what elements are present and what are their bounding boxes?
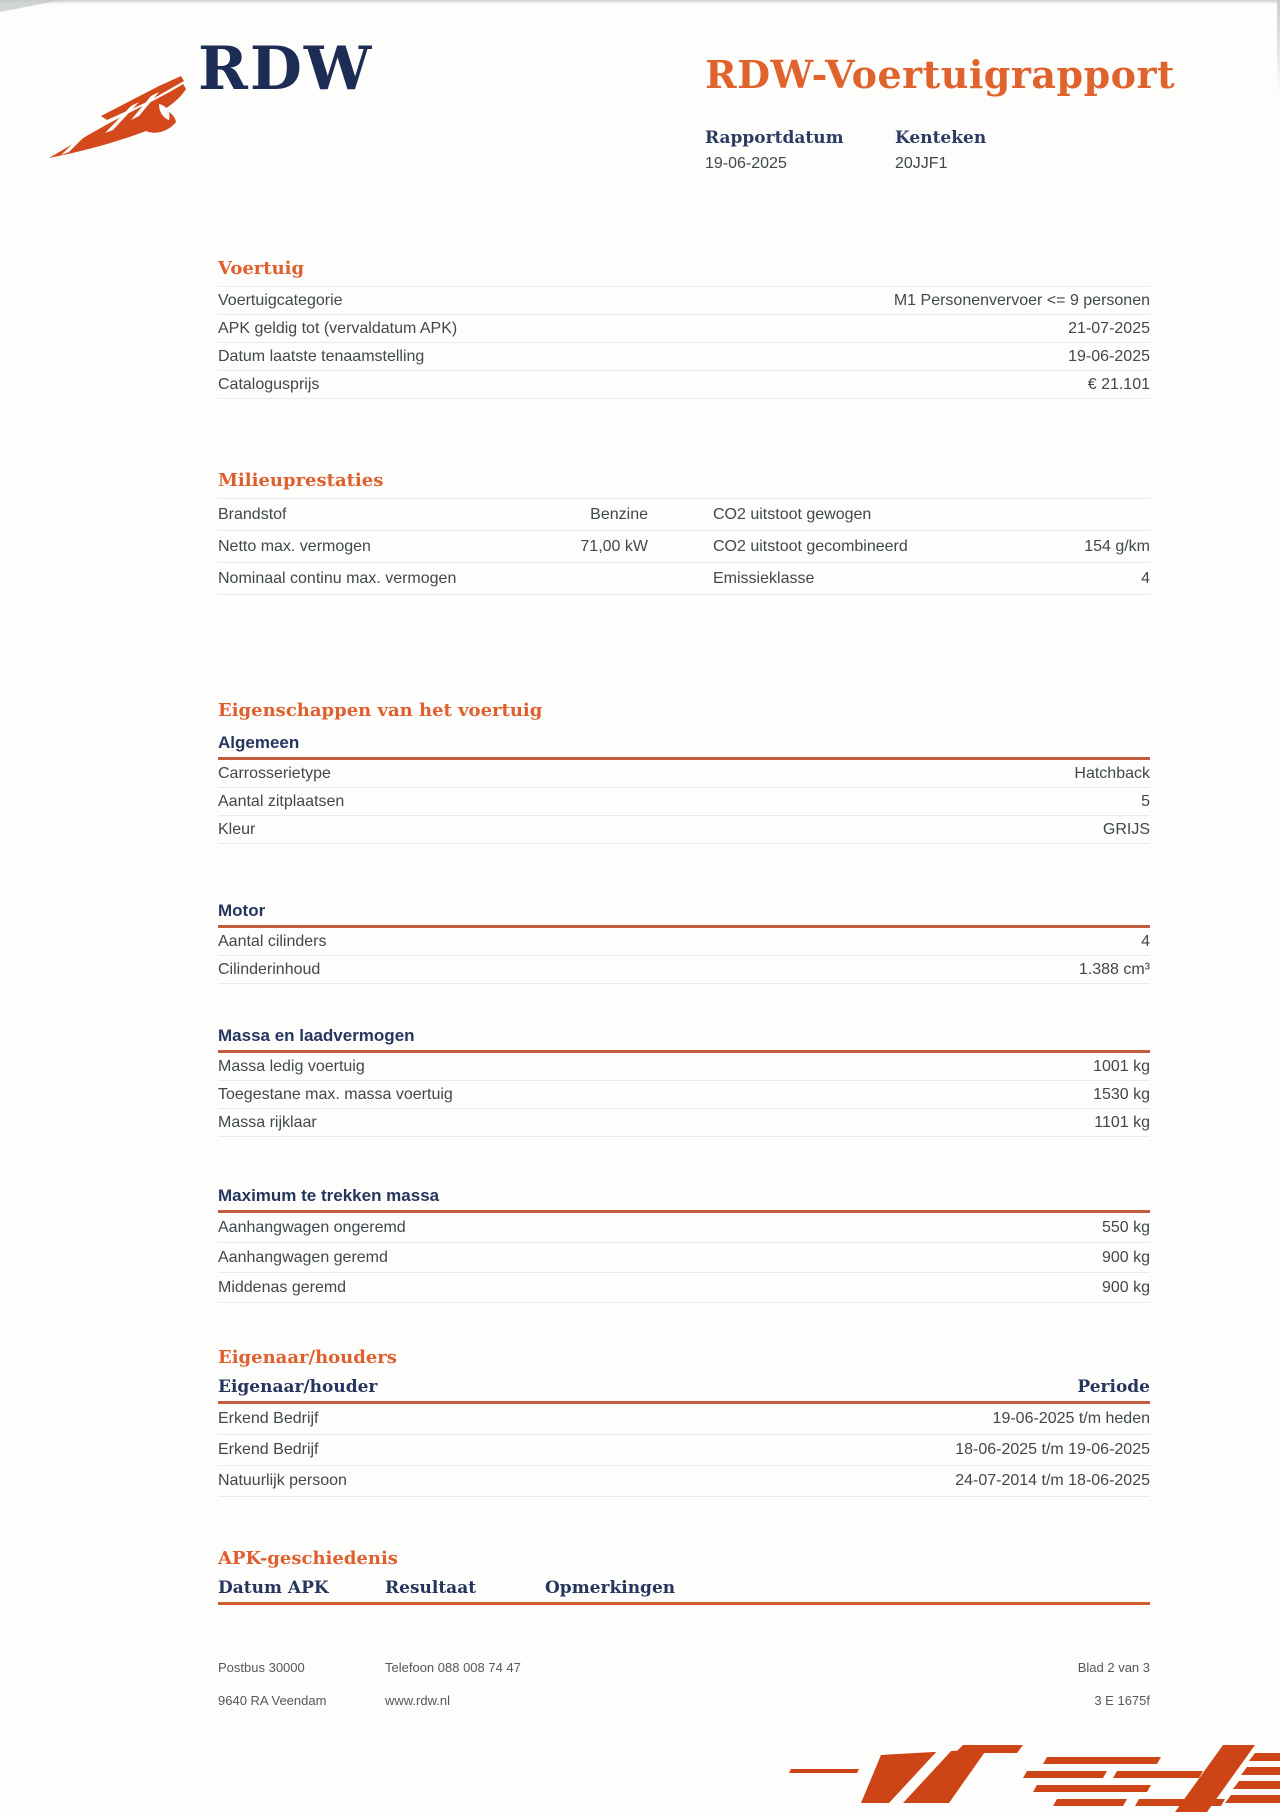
row-label: Netto max. vermogen <box>218 537 371 555</box>
footer-phone: Telefoon 088 008 74 47 <box>385 1660 521 1675</box>
table-row <box>218 1213 1150 1243</box>
row-label: Aanhangwagen geremd <box>218 1248 388 1266</box>
row-value: 19-06-2025 <box>1068 347 1150 365</box>
row-value: 5 <box>1141 792 1150 810</box>
page-title: RDW-Voertuigrapport <box>705 52 1176 97</box>
column-header-period: Periode <box>1077 1377 1150 1397</box>
table-row <box>218 343 1150 371</box>
owner-value: Erkend Bedrijf <box>218 1441 319 1458</box>
row-value: 900 kg <box>1101 1248 1150 1266</box>
photo-corner-artifact <box>0 0 62 12</box>
column-header-datum-apk: Datum APK <box>218 1578 329 1598</box>
rdw-wing-logo-icon <box>46 60 188 162</box>
maximum-table <box>218 1213 1150 1303</box>
row-label: Aantal cilinders <box>218 932 327 950</box>
footer-page-number: Blad 2 van 3 <box>1077 1660 1150 1675</box>
massa-table <box>218 1053 1150 1137</box>
eigenaar-table-header <box>218 1377 1150 1397</box>
row-label: Middenas geremd <box>218 1278 347 1296</box>
kenteken-block <box>895 128 1085 173</box>
row-label: Brandstof <box>218 505 287 523</box>
subsection-title-maximum: Maximum te trekken massa <box>218 1186 440 1205</box>
table-row <box>218 1404 1150 1435</box>
table-row <box>218 371 1150 399</box>
table-row <box>218 1273 1150 1303</box>
table-row <box>218 788 1150 816</box>
row-value: 4 <box>1141 569 1150 587</box>
row-label: APK geldig tot (vervaldatum APK) <box>218 319 458 337</box>
table-row <box>218 760 1150 788</box>
section-title-milieuprestaties: Milieuprestaties <box>218 470 384 491</box>
row-label: Massa ledig voertuig <box>218 1057 365 1075</box>
table-row <box>218 1466 1150 1497</box>
footer-website: www.rdw.nl <box>385 1693 451 1708</box>
row-label: Voertuigcategorie <box>218 291 343 309</box>
table-row <box>218 563 1150 595</box>
row-label: Massa rijklaar <box>218 1113 317 1131</box>
section-milieuprestaties <box>218 470 1150 595</box>
row-value: 1101 kg <box>1094 1113 1150 1131</box>
section-eigenschappen <box>218 700 1150 1303</box>
row-label: Catalogusprijs <box>218 375 320 393</box>
owner-value: Natuurlijk persoon <box>218 1472 347 1489</box>
orange-rule <box>218 1602 1150 1605</box>
section-apk <box>218 1548 1150 1605</box>
row-value: 1001 kg <box>1093 1057 1150 1075</box>
row-label: Cilinderinhoud <box>218 960 321 978</box>
report-date-block <box>705 128 895 173</box>
row-value: GRIJS <box>1102 820 1150 838</box>
period-value: 24-07-2014 t/m 18-06-2025 <box>955 1472 1150 1489</box>
row-value: 21-07-2025 <box>1068 319 1150 337</box>
row-label: Carrosserietype <box>218 764 331 782</box>
milieu-table <box>218 498 1150 595</box>
row-value: M1 Personenvervoer <= 9 personen <box>893 291 1150 309</box>
owner-value: Erkend Bedrijf <box>218 1410 319 1427</box>
row-value: 4 <box>1141 932 1150 950</box>
motor-table <box>218 928 1150 984</box>
period-value: 19-06-2025 t/m heden <box>992 1410 1150 1427</box>
row-value: 900 kg <box>1101 1278 1150 1296</box>
row-label: Emissieklasse <box>713 569 815 587</box>
footer-postbus: Postbus 30000 <box>218 1660 305 1675</box>
table-row <box>218 287 1150 315</box>
table-row <box>218 1109 1150 1137</box>
row-value: 550 kg <box>1101 1218 1150 1236</box>
period-value: 18-06-2025 t/m 19-06-2025 <box>955 1441 1150 1458</box>
rdw-logo-text: RDW <box>198 34 374 104</box>
table-row <box>218 499 1150 531</box>
report-date-value: 19-06-2025 <box>705 155 787 172</box>
table-row <box>218 315 1150 343</box>
column-header-owner: Eigenaar/houder <box>218 1377 378 1397</box>
eigenaar-table <box>218 1404 1150 1497</box>
voertuig-table <box>218 286 1150 399</box>
footer-form-code: 3 E 1675f <box>1094 1693 1150 1708</box>
footer-row <box>218 1660 1150 1675</box>
row-value: 154 g/km <box>1084 537 1150 555</box>
subsection-title-motor: Motor <box>218 901 266 920</box>
table-row <box>218 816 1150 844</box>
table-row <box>218 1081 1150 1109</box>
row-value: € 21.101 <box>1087 375 1150 393</box>
column-header-resultaat: Resultaat <box>385 1578 477 1598</box>
row-label: Datum laatste tenaamstelling <box>218 347 425 365</box>
table-row <box>218 1435 1150 1466</box>
section-title-voertuig: Voertuig <box>218 258 305 279</box>
footer-city: 9640 RA Veendam <box>218 1693 327 1708</box>
section-title-eigenaar: Eigenaar/houders <box>218 1347 397 1368</box>
row-label: Nominaal continu max. vermogen <box>218 569 457 587</box>
section-eigenaar <box>218 1347 1150 1497</box>
section-title-apk: APK-geschiedenis <box>218 1548 398 1569</box>
section-voertuig <box>218 258 1150 399</box>
row-value: 1530 kg <box>1093 1085 1150 1103</box>
report-date-label: Rapportdatum <box>705 128 844 148</box>
row-label: Aanhangwagen ongeremd <box>218 1218 406 1236</box>
table-row <box>218 531 1150 563</box>
column-header-opmerkingen: Opmerkingen <box>545 1578 676 1598</box>
row-value: Benzine <box>590 505 648 523</box>
row-value: 1.388 cm³ <box>1078 960 1150 978</box>
row-value: 71,00 kW <box>580 537 648 555</box>
table-row <box>218 1243 1150 1273</box>
kenteken-value: 20JJF1 <box>895 155 948 172</box>
apk-table-header <box>218 1578 1150 1598</box>
footer-row <box>218 1693 1150 1708</box>
page-footer <box>218 1660 1150 1726</box>
rdw-footer-swoosh-graphic-icon <box>755 1745 1280 1812</box>
row-label: Toegestane max. massa voertuig <box>218 1085 453 1103</box>
report-meta <box>705 128 1085 173</box>
section-title-eigenschappen: Eigenschappen van het voertuig <box>218 700 543 721</box>
table-row <box>218 928 1150 956</box>
subsection-title-massa: Massa en laadvermogen <box>218 1026 415 1045</box>
row-label: Kleur <box>218 820 256 838</box>
subsection-title-algemeen: Algemeen <box>218 733 300 752</box>
row-label: CO2 uitstoot gecombineerd <box>713 537 908 555</box>
kenteken-label: Kenteken <box>895 128 987 148</box>
row-value: Hatchback <box>1074 764 1150 782</box>
row-label: Aantal zitplaatsen <box>218 792 345 810</box>
algemeen-table <box>218 760 1150 844</box>
row-label: CO2 uitstoot gewogen <box>713 505 872 523</box>
photo-top-edge <box>0 0 1280 4</box>
table-row <box>218 1053 1150 1081</box>
table-row <box>218 956 1150 984</box>
